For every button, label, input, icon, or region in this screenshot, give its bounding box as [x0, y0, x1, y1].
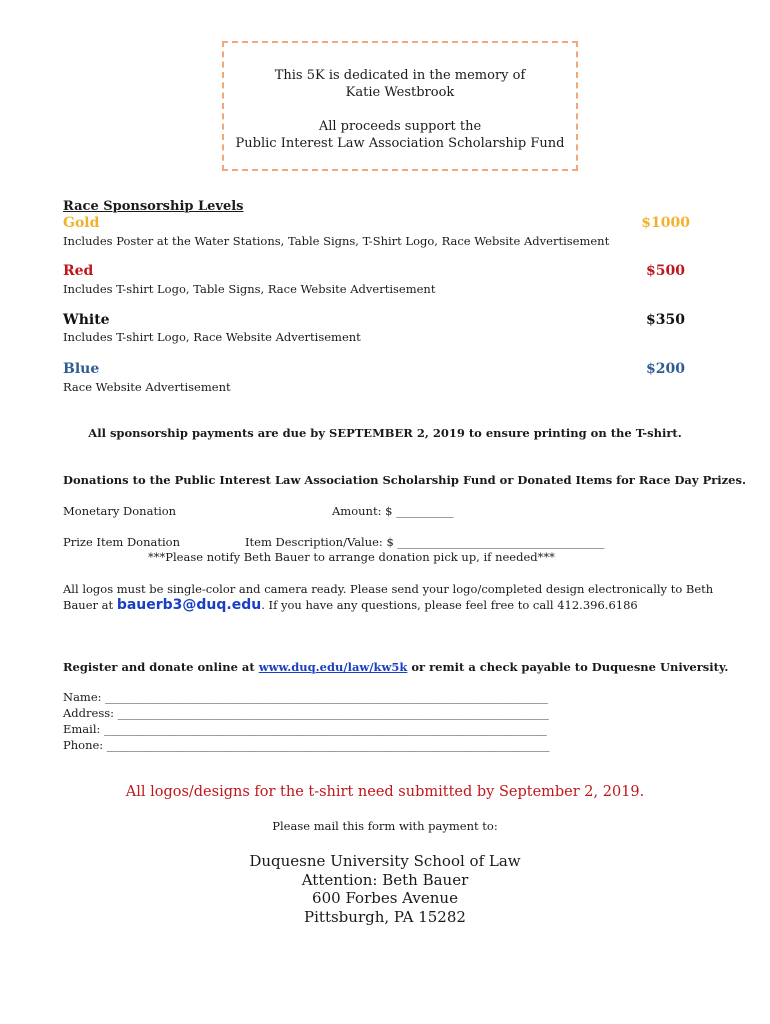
address-field[interactable]: Address: ___________________________________________________________________________: [63, 706, 549, 720]
tier-red-name: Red: [63, 263, 94, 279]
register-prefix: Register and donate online at: [63, 660, 259, 674]
tier-gold-price: $1000: [641, 215, 690, 231]
item-description-field[interactable]: Item Description/Value: $ ____________________________________: [245, 535, 605, 549]
register-line: [63, 660, 728, 674]
tier-blue-name: Blue: [63, 361, 100, 377]
logo-deadline-notice: All logos/designs for the t-shirt need submitted by September 2, 2019.: [125, 784, 645, 800]
mail-instruction: Please mail this form with payment to:: [272, 819, 498, 833]
amount-field[interactable]: Amount: $ __________: [332, 504, 454, 518]
address-line-2: Attention: Beth Bauer: [301, 870, 469, 889]
name-field[interactable]: Name: _____________________________________________________________________________: [63, 690, 548, 704]
tier-blue-price: $200: [646, 361, 685, 377]
donations-heading: Donations to the Public Interest Law Association Scholarship Fund or Donated Items for Race Day Prizes.: [63, 473, 746, 487]
address-line-4: Pittsburgh, PA 15282: [304, 907, 466, 926]
monetary-donation-label: Monetary Donation: [63, 504, 177, 518]
contact-email-link[interactable]: bauerb3@duq.edu: [116, 597, 262, 613]
address-line-3: 600 Forbes Avenue: [312, 889, 458, 907]
dedication-line-1: This 5K is dedicated in the memory of: [274, 68, 526, 83]
tier-white-price: $350: [646, 312, 685, 328]
logos-instructions-line-2: [63, 597, 638, 613]
dedication-box: [222, 41, 578, 171]
tier-white-name: White: [63, 312, 110, 328]
phone-field[interactable]: Phone: _____________________________________________________________________________: [63, 738, 550, 752]
tier-gold-desc: Includes Poster at the Water Stations, Table Signs, T-Shirt Logo, Race Website Advertisement: [63, 234, 610, 248]
register-url-link[interactable]: www.duq.edu/law/kw5k: [258, 660, 408, 674]
tier-red-desc: Includes T-shirt Logo, Table Signs, Race Website Advertisement: [63, 282, 436, 296]
prize-item-label: Prize Item Donation: [63, 535, 180, 549]
logos-instructions-prefix: Bauer at: [63, 598, 117, 612]
mailing-address: [0, 852, 770, 926]
tier-white-desc: Includes T-shirt Logo, Race Website Advertisement: [63, 330, 361, 344]
sponsorship-deadline: All sponsorship payments are due by SEPTEMBER 2, 2019 to ensure printing on the T-shirt.: [88, 426, 682, 440]
sponsorship-heading: Race Sponsorship Levels: [63, 199, 244, 214]
address-line-1: Duquesne University School of Law: [249, 852, 521, 870]
tier-gold-name: Gold: [63, 215, 100, 231]
logos-instructions-suffix: . If you have any questions, please feel free to call 412.396.6186: [261, 598, 638, 612]
register-suffix: or remit a check payable to Duquesne University.: [407, 660, 729, 674]
notify-note: ***Please notify Beth Bauer to arrange donation pick up, if needed***: [148, 550, 555, 564]
tier-blue-desc: Race Website Advertisement: [63, 380, 231, 394]
logos-instructions-line-1: All logos must be single-color and camera ready. Please send your logo/completed design electronically to Beth: [63, 582, 714, 596]
tier-red-price: $500: [646, 263, 685, 279]
dedication-line-2: Katie Westbrook: [345, 85, 455, 100]
dedication-line-3: All proceeds support the: [318, 119, 482, 134]
dedication-line-4: Public Interest Law Association Scholarship Fund: [235, 136, 565, 151]
email-field[interactable]: Email: _____________________________________________________________________________: [63, 722, 547, 736]
